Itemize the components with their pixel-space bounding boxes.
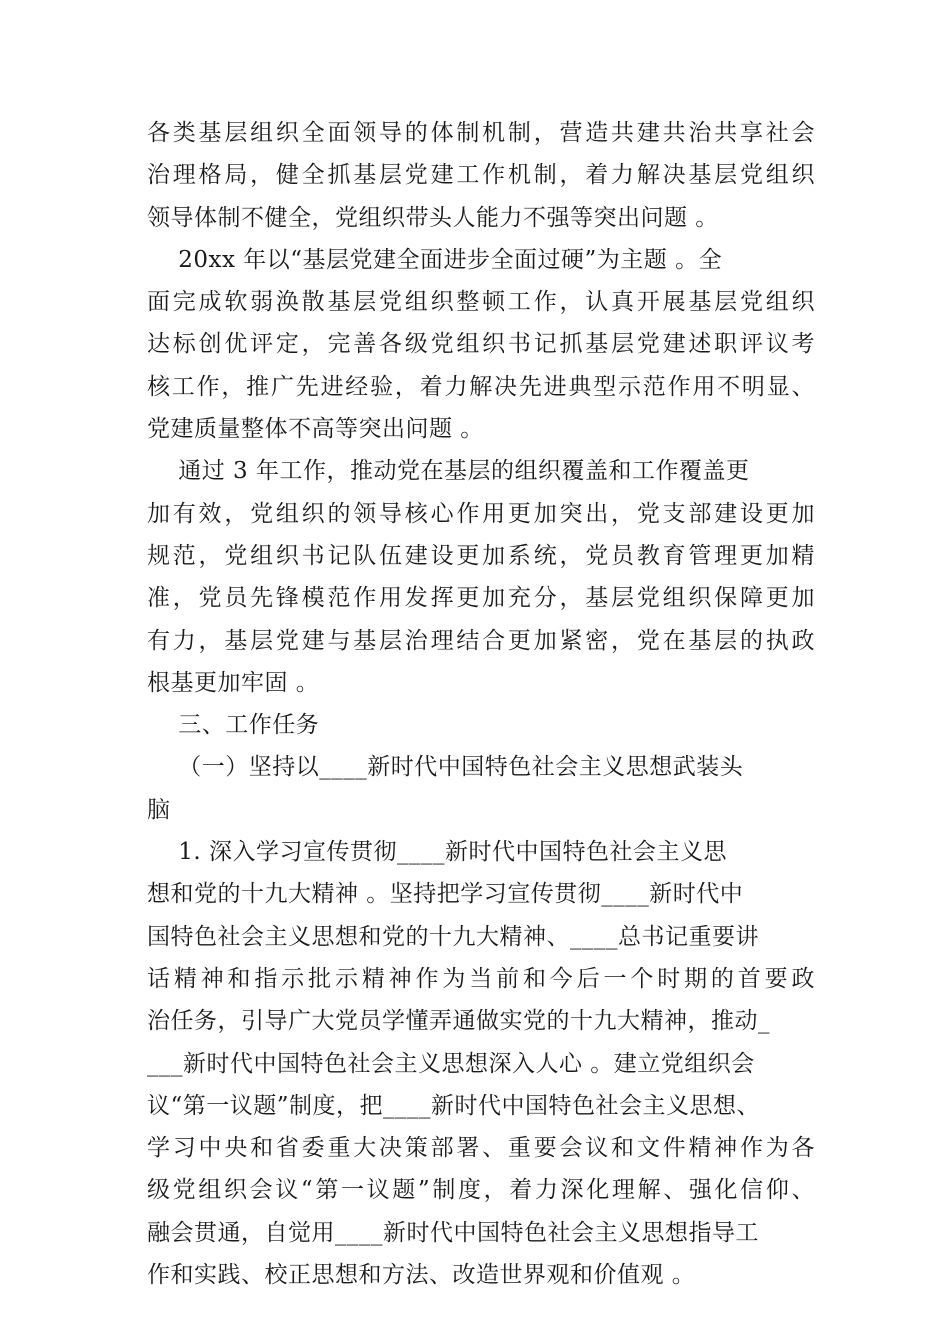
text-line: 20xx 年以“基层党建全面进步全面过硬”为主题 。全 [147,246,723,273]
text-line: 治任务，引导广大党员学懂弄通做实党的十九大精神，推动_ [147,1008,770,1035]
text-line: 根基更加牢固 。 [147,669,320,696]
text-line: 想和党的十九大精神 。坚持把学习宣传贯彻____新时代中 [147,881,744,908]
text-line: （一）坚持以____新时代中国特色社会主义思想武装头 [147,754,744,781]
text-line: 面完成软弱涣散基层党组织整顿工作，认真开展基层党组织 [147,289,815,316]
text-line: 领导体制不健全，党组织带头人能力不强等突出问题 。 [147,204,719,231]
text-line: 核工作，推广先进经验，着力解决先进典型示范作用不明显、 [147,373,815,400]
text-line: 作和实践、校正思想和方法、改造世界观和价值观 。 [147,1262,696,1289]
text-line: 准，党员先锋模范作用发挥更加充分，基层党组织保障更加 [147,585,815,612]
text-line: 国特色社会主义思想和党的十九大精神、____总书记重要讲 [147,923,759,950]
text-line: 话精神和指示批示精神作为当前和今后一个时期的首要政 [147,965,815,992]
text-line: 通过 3 年工作，推动党在基层的组织覆盖和工作覆盖更 [147,458,750,485]
text-line: 脑 [147,796,171,823]
text-line: 各类基层组织全面领导的体制机制，营造共建共治共享社会 [147,120,815,146]
text-line: ___新时代中国特色社会主义思想深入人心 。建立党组织会 [147,1050,755,1077]
text-line: 议“第一议题”制度，把____新时代中国特色社会主义思想、 [147,1092,761,1119]
text-line: 学习中央和省委重大决策部署、重要会议和文件精神作为各 [147,1135,815,1162]
text-line: 三、工作任务 [147,712,320,739]
text-line: 1. 深入学习宣传贯彻____新时代中国特色社会主义思 [147,839,727,866]
text-line: 加有效，党组织的领导核心作用更加突出，党支部建设更加 [147,500,815,527]
text-line: 党建质量整体不高等突出问题 。 [147,416,484,443]
text-line: 有力，基层党建与基层治理结合更加紧密，党在基层的执政 [147,627,815,654]
text-line: 级党组织会议“第一议题”制度，着力深化理解、强化信仰、 [147,1177,815,1204]
text-line: 融会贯通，自觉用____新时代中国特色社会主义思想指导工 [147,1219,759,1246]
text-line: 治理格局，健全抓基层党建工作机制，着力解决基层党组织 [147,162,815,189]
text-line: 达标创优评定，完善各级党组织书记抓基层党建述职评议考 [147,331,815,358]
document-body [147,112,815,1296]
text-line: 规范，党组织书记队伍建设更加系统，党员教育管理更加精 [147,542,815,569]
